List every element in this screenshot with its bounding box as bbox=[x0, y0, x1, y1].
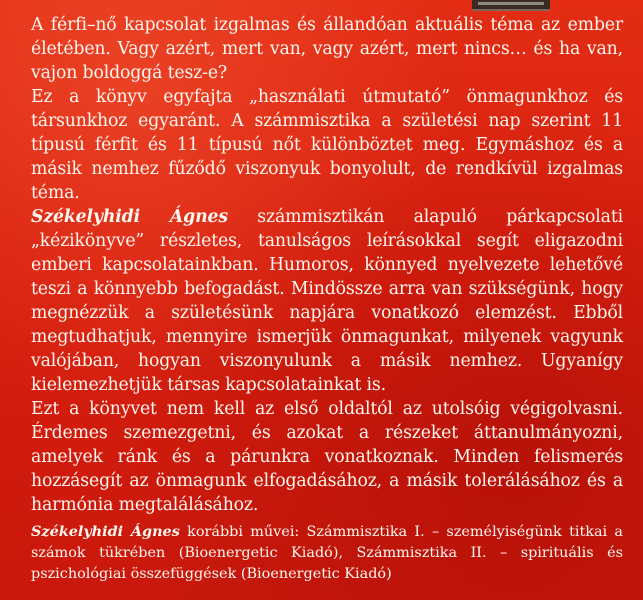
blurb-paragraph-4: Ezt a könyvet nem kell az első oldaltól az utolsóig végigolvasni. Érdemes szemezgetni, és azokat a részeket áttanulmányozni, amelyek ránk és a párunkra vonatkoznak. Minden felismerés hozzásegít az önmagunk elfogadásához, a másik tolerálásához és a harmónia megtalálásához. bbox=[31, 399, 623, 515]
back-cover-blurb bbox=[31, 13, 623, 517]
bio-text: korábbi művei: Számmisztika I. – személyiségünk titkai a számok tükrében (Bioenergetic Kiadó), Számmisztika II. – spirituális és pszichológiai összefüggések (Bioenergetic Kiadó) bbox=[31, 524, 624, 582]
blurb-paragraph-3 bbox=[31, 205, 623, 397]
blurb-paragraph-3-text: számmisztikán alapuló párkapcsolati „kézikönyve” részletes, tanulságos leírásokkal segít eligazodni emberi kapcsolatainkban. Humoros, könnyed nyelvezete lehetővé teszi a könnyebb befogadást. Mindössze arra van szükségünk, hogy megnézzük a születésünk napjára vonatkozó elemzést. Ebből megtudhatjuk, mennyire ismerjük önmagunkat, milyenek vagyunk valójában, hogyan viszonyulunk a másik nemhez. Ugyanígy kielemezhetjük társas kapcsolatainkat is. bbox=[31, 207, 623, 395]
blurb-paragraph-1: A férfi–nő kapcsolat izgalmas és állandóan aktuális téma az ember életében. Vagy azért, mert van, vagy azért, mert nincs… és ha van, vajon boldoggá tesz-e? bbox=[31, 15, 623, 83]
author-previous-works bbox=[31, 521, 623, 585]
bio-author-name: Székelyhidi Ágnes bbox=[31, 523, 180, 540]
cover-edge-artifact bbox=[472, 0, 550, 11]
blurb-paragraph-2: Ez a könyv egyfajta „használati útmutató” önmagunkhoz és társunkhoz egyaránt. A számmisztika a születési nap szerint 11 típusú férfit és 11 típusú nőt különböztet meg. Egymáshoz és a másik nemhez fűződő viszonyuk bonyolult, de rendkívül izgalmas téma. bbox=[31, 87, 623, 203]
author-name: Székelyhidi Ágnes bbox=[31, 207, 228, 227]
